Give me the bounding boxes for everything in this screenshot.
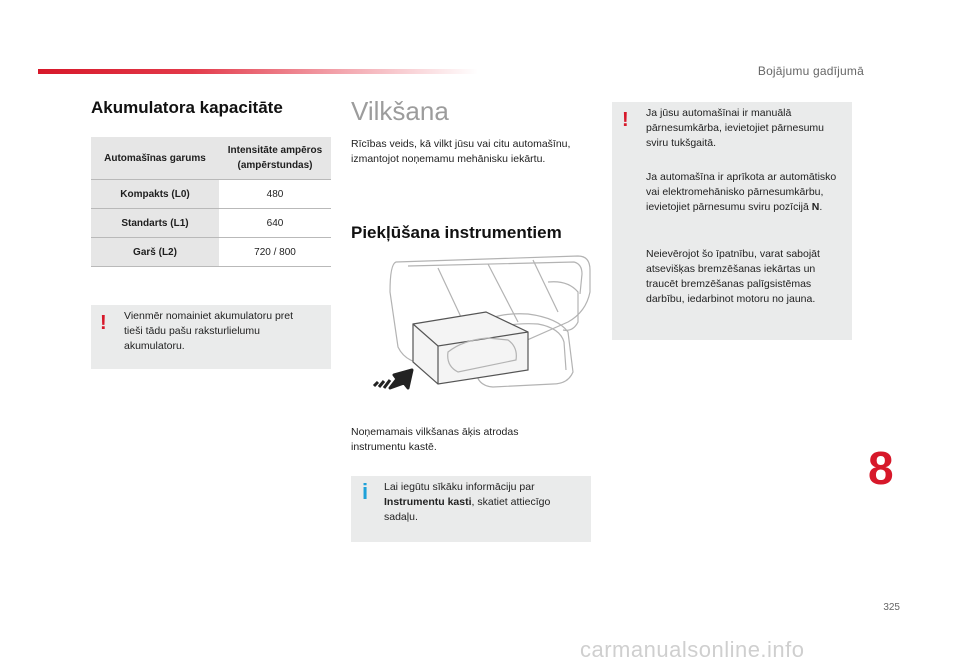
- row-value: 640: [219, 209, 331, 238]
- tow-hook-caption: Noņemamais vilkšanas āķis atrodas instrumentu kastē.: [351, 426, 519, 453]
- info-text-after: , skatiet attiecīgo sadaļu.: [384, 496, 551, 523]
- watermark: carmanualsonline.info: [580, 637, 805, 662]
- braking-warning-text: Neievērojot šo īpatnību, varat sabojāt atsevišķas bremzēšanas iekārtas un traucēt bremzēšanas palīgsistēmas darbību, iedarbinot motoru no jauna.: [646, 248, 820, 305]
- row-label: Standarts (L1): [91, 209, 219, 238]
- info-icon: i: [362, 479, 369, 504]
- row-label: Kompakts (L0): [91, 180, 219, 209]
- towing-intro: Rīcības veids, kā vilkt jūsu vai citu automašīnu, izmantojot noņemamu mehānisku iekārtu.: [351, 138, 571, 165]
- battery-warning-text: Vienmēr nomainiet akumulatoru pret tieši tādu pašu raksturlielumu akumulatoru.: [124, 310, 294, 352]
- toolbox-info-note: [351, 476, 591, 542]
- automatic-gearbox-text-before: Ja automašīna ir aprīkota ar automātisko vai elektromehānisko pārnesumkārbu, ievietojiet pārnesumu sviru pozīcijā: [646, 171, 837, 213]
- tools-access-heading: Piekļūšana instrumentiem: [351, 223, 562, 242]
- battery-capacity-heading: Akumulatora kapacitāte: [91, 98, 283, 117]
- towing-heading: Vilkšana: [351, 96, 449, 126]
- automatic-gearbox-text: [646, 170, 846, 215]
- chapter-number: 8: [868, 442, 894, 494]
- row-value: 480: [219, 180, 331, 209]
- info-text-before: Lai iegūtu sīkāku informāciju par: [384, 481, 535, 493]
- page-number: 325: [883, 602, 900, 613]
- table-row: [91, 209, 331, 238]
- row-value: 720 / 800: [219, 238, 331, 267]
- column-header-length: Automašīnas garums: [91, 137, 219, 180]
- column-header-amperage: Intensitāte ampēros (ampērstundas): [219, 137, 331, 180]
- toolbox-link-text: Instrumentu kasti: [384, 496, 472, 508]
- gearbox-warning-note: [612, 102, 852, 340]
- table-header-row: [91, 137, 331, 180]
- battery-capacity-table: [91, 137, 331, 267]
- table-row: [91, 180, 331, 209]
- automatic-gearbox-text-after: .: [819, 201, 823, 213]
- warning-icon: !: [100, 312, 107, 334]
- manual-gearbox-text: Ja jūsu automašīnai ir manuālā pārnesumkārba, ievietojiet pārnesumu sviru tukšgaitā.: [646, 107, 825, 149]
- table-row: [91, 238, 331, 267]
- battery-warning-note: [91, 305, 331, 369]
- header-accent-bar: [38, 69, 478, 74]
- section-title: Bojājumu gadījumā: [757, 64, 864, 78]
- toolbox-info-text: [384, 480, 579, 525]
- warning-icon: !: [622, 109, 629, 131]
- row-label: Garš (L2): [91, 238, 219, 267]
- arrow-pointer-icon: [372, 360, 422, 390]
- gear-position-n: N: [811, 201, 820, 213]
